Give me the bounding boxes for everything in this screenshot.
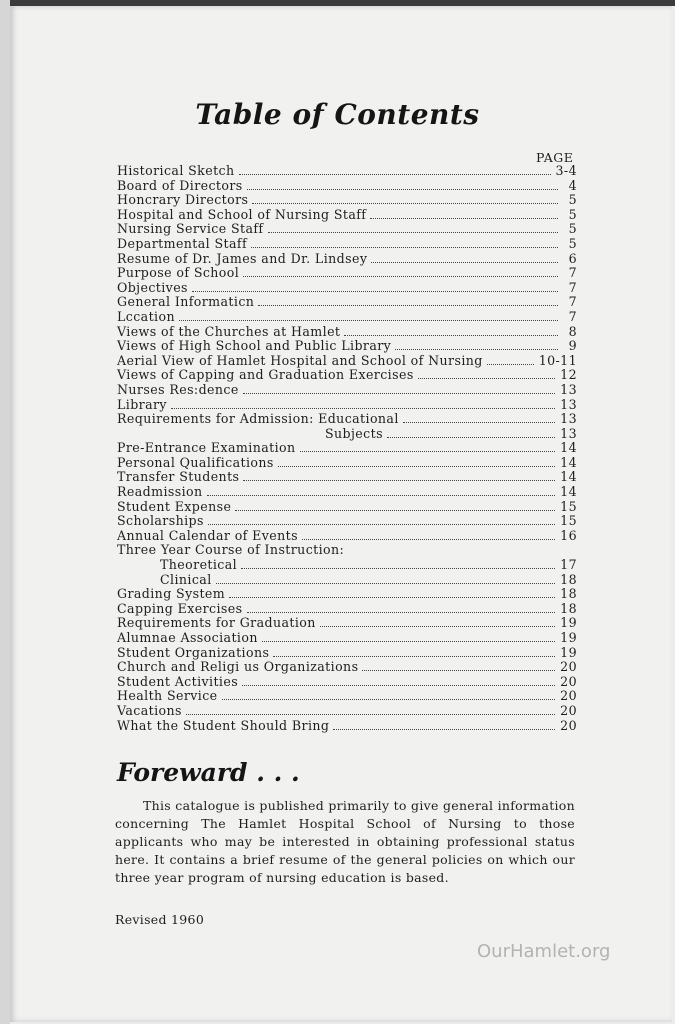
toc-entry	[117, 252, 577, 267]
toc-entry-label: Historical Sketch	[117, 163, 235, 178]
toc-entry-label: Views of the Churches at Hamlet	[117, 323, 341, 339]
toc-entry	[117, 193, 577, 208]
toc-entry-label: Pre-Entrance Examination	[117, 440, 296, 456]
toc-entry	[117, 266, 577, 281]
toc-entry	[117, 646, 577, 661]
toc-leader-dots	[243, 392, 555, 394]
toc-entry-page: 19	[560, 630, 577, 645]
toc-entry	[117, 573, 577, 588]
toc-leader-dots	[222, 698, 556, 700]
toc-entry-page: 5	[568, 206, 577, 222]
toc-entry-page: 5	[568, 221, 577, 237]
toc-entry-page: 20	[560, 702, 577, 718]
toc-entry-label: Readmission	[117, 484, 203, 500]
toc-entry-label: Clinical	[160, 571, 212, 587]
toc-entry-label: Student Expense	[117, 498, 232, 514]
toc-entry	[117, 237, 577, 252]
toc-leader-dots	[333, 728, 555, 730]
foreward-title: Foreward . . .	[117, 758, 300, 787]
toc-entry-label: Alumnae Association	[117, 630, 258, 645]
toc-leader-dots	[262, 640, 555, 642]
toc-entry	[117, 616, 577, 631]
toc-entry	[117, 485, 577, 500]
toc-entry	[117, 164, 577, 179]
toc-entry	[117, 675, 577, 690]
toc-entry-page: 12	[560, 367, 577, 383]
toc-entry-page: 15	[560, 513, 577, 529]
toc-entry-page: 7	[568, 265, 577, 281]
toc-entry-label: Honcrary Directors	[117, 192, 249, 208]
toc-leader-dots	[247, 188, 558, 190]
toc-entry-label: Views of Capping and Graduation Exercises	[117, 367, 414, 383]
toc-leader-dots	[278, 465, 555, 467]
toc-leader-dots	[403, 421, 555, 423]
toc-entry-label: Requirements for Admission: Educational	[117, 411, 399, 427]
toc-entry	[117, 689, 577, 704]
toc-entry-page: 7	[568, 294, 577, 310]
toc-entry-page: 8	[568, 323, 577, 339]
toc-entry-label: Annual Calendar of Events	[117, 527, 298, 543]
toc-entry-label: Lccation	[117, 308, 175, 324]
toc-leader-dots	[371, 261, 558, 263]
toc-leader-dots	[268, 231, 559, 233]
toc-list	[117, 164, 577, 733]
toc-entry-label: Board of Directors	[117, 177, 243, 193]
toc-entry-page: 14	[560, 484, 577, 500]
toc-entry	[117, 543, 577, 558]
scan-left-edge	[0, 0, 10, 1024]
toc-entry-page: 16	[560, 527, 577, 543]
toc-leader-dots	[192, 290, 558, 292]
toc-entry	[117, 456, 577, 471]
toc-entry-page: 13	[560, 381, 577, 397]
toc-leader-dots	[487, 363, 534, 365]
toc-entry-page: 13	[560, 396, 577, 412]
toc-entry-label: Personal Qualifications	[117, 454, 274, 470]
toc-entry	[117, 208, 577, 223]
toc-entry-page: 19	[560, 644, 577, 660]
toc-leader-dots	[186, 713, 555, 715]
toc-entry	[117, 412, 577, 427]
toc-entry	[117, 325, 577, 340]
toc-leader-dots	[252, 202, 558, 204]
toc-entry-label: Transfer Students	[117, 469, 240, 485]
toc-leader-dots	[302, 538, 555, 540]
toc-entry-page: 14	[560, 454, 577, 470]
toc-entry	[117, 529, 577, 544]
toc-entry-label: Scholarships	[117, 513, 204, 529]
toc-entry-label: Aerial View of Hamlet Hospital and School of Nursing	[117, 352, 483, 368]
toc-leader-dots	[216, 582, 556, 584]
toc-entry-label: General Informaticn	[117, 294, 255, 310]
toc-entry	[117, 368, 577, 383]
toc-entry-page: 15	[560, 498, 577, 514]
page-column-header: PAGE	[536, 150, 574, 165]
toc-entry-page: 18	[560, 571, 577, 587]
toc-entry-label: Purpose of School	[117, 265, 240, 281]
toc-entry-page: 18	[560, 600, 577, 616]
toc-leader-dots	[242, 684, 555, 686]
toc-entry-page: 9	[568, 338, 577, 354]
toc-leader-dots	[258, 304, 558, 306]
toc-leader-dots	[395, 348, 558, 350]
toc-entry-label: Theoretical	[160, 557, 238, 573]
toc-entry	[117, 295, 577, 310]
toc-entry-page: 3-4	[555, 163, 577, 178]
toc-entry	[117, 631, 577, 646]
toc-entry	[117, 704, 577, 719]
toc-leader-dots	[370, 217, 558, 219]
toc-entry-label: Library	[117, 396, 167, 412]
toc-entry-page: 5	[568, 192, 577, 208]
toc-leader-dots	[251, 246, 558, 248]
toc-entry-page: 14	[560, 469, 577, 485]
toc-leader-dots	[241, 567, 555, 569]
toc-entry-label: Student Activities	[117, 673, 239, 689]
toc-leader-dots	[387, 436, 555, 438]
toc-entry-label: Nursing Service Staff	[117, 221, 264, 237]
toc-entry-label: Objectives	[117, 279, 188, 295]
toc-entry-page: 20	[560, 659, 577, 675]
toc-entry	[117, 339, 577, 354]
toc-entry-label: Requirements for Graduation	[117, 615, 316, 631]
toc-entry-label: Grading System	[117, 586, 226, 602]
toc-entry-label: Resume of Dr. James and Dr. Lindsey	[117, 250, 368, 266]
toc-entry-label: Departmental Staff	[117, 235, 248, 251]
toc-entry-label: Vacations	[117, 702, 182, 718]
toc-entry	[117, 222, 577, 237]
toc-leader-dots	[179, 319, 558, 321]
toc-entry-page: 17	[560, 557, 577, 573]
toc-leader-dots	[273, 655, 555, 657]
toc-leader-dots	[320, 625, 555, 627]
toc-entry-page: 13	[560, 411, 577, 427]
toc-leader-dots	[235, 509, 555, 511]
toc-entry-label: Student Organizations	[117, 644, 270, 660]
toc-entry	[117, 514, 577, 529]
toc-entry-label: Three Year Course of Instruction:	[117, 542, 345, 558]
toc-leader-dots	[229, 596, 555, 598]
toc-entry	[117, 500, 577, 515]
toc-leader-dots	[344, 334, 558, 336]
toc-entry	[117, 281, 577, 296]
foreward-paragraph: This catalogue is published primarily to give general information concerning The Hamlet Hospital School of Nursing to those applicants who may be interested in obtaining professional status here. It contains a brief resume of the general policies on which our three year program of nursing education is based.	[115, 798, 575, 885]
toc-entry	[117, 602, 577, 617]
toc-leader-dots	[171, 407, 555, 409]
toc-entry-label: Capping Exercises	[117, 600, 243, 616]
toc-entry-page: 5	[568, 235, 577, 251]
toc-entry-label: Health Service	[117, 688, 218, 704]
toc-entry-page: 7	[568, 279, 577, 295]
toc-entry	[117, 441, 577, 456]
toc-entry	[117, 383, 577, 398]
toc-entry	[117, 427, 577, 442]
toc-leader-dots	[418, 377, 555, 379]
toc-entry	[117, 179, 577, 194]
toc-leader-dots	[207, 494, 556, 496]
toc-leader-dots	[247, 611, 556, 613]
toc-entry	[117, 398, 577, 413]
toc-entry-page: 7	[568, 308, 577, 324]
toc-leader-dots	[300, 450, 556, 452]
toc-entry	[117, 587, 577, 602]
toc-leader-dots	[239, 173, 551, 175]
toc-leader-dots	[243, 479, 555, 481]
toc-entry-label: Views of High School and Public Library	[117, 338, 392, 354]
toc-entry	[117, 354, 577, 369]
toc-entry-page: 13	[560, 425, 577, 441]
toc-entry-label: What the Student Should Bring	[117, 717, 330, 733]
toc-entry-page: 18	[560, 586, 577, 602]
toc-entry-page: 20	[560, 673, 577, 689]
toc-leader-dots	[208, 523, 555, 525]
toc-entry	[117, 719, 577, 734]
toc-leader-dots	[243, 275, 558, 277]
toc-entry-page: 4	[568, 177, 577, 193]
toc-entry	[117, 470, 577, 485]
toc-entry-page: 6	[568, 250, 577, 266]
watermark: OurHamlet.org	[477, 941, 611, 962]
toc-entry-label: Nurses Res:dence	[117, 381, 239, 397]
toc-entry-label: Subjects	[325, 425, 383, 441]
toc-entry-page: 10-11	[538, 352, 577, 368]
toc-entry-label: Hospital and School of Nursing Staff	[117, 206, 367, 222]
toc-entry	[117, 660, 577, 675]
toc-entry-page: 14	[560, 440, 577, 456]
toc-entry-page: 20	[560, 688, 577, 704]
toc-entry-page: 19	[560, 615, 577, 631]
toc-title: Table of Contents	[195, 98, 480, 131]
toc-entry	[117, 558, 577, 573]
toc-entry-label: Church and Religi us Organizations	[117, 659, 359, 675]
toc-entry-page: 20	[560, 717, 577, 733]
revised-date: Revised 1960	[115, 912, 205, 927]
toc-leader-dots	[362, 669, 555, 671]
toc-entry	[117, 310, 577, 325]
